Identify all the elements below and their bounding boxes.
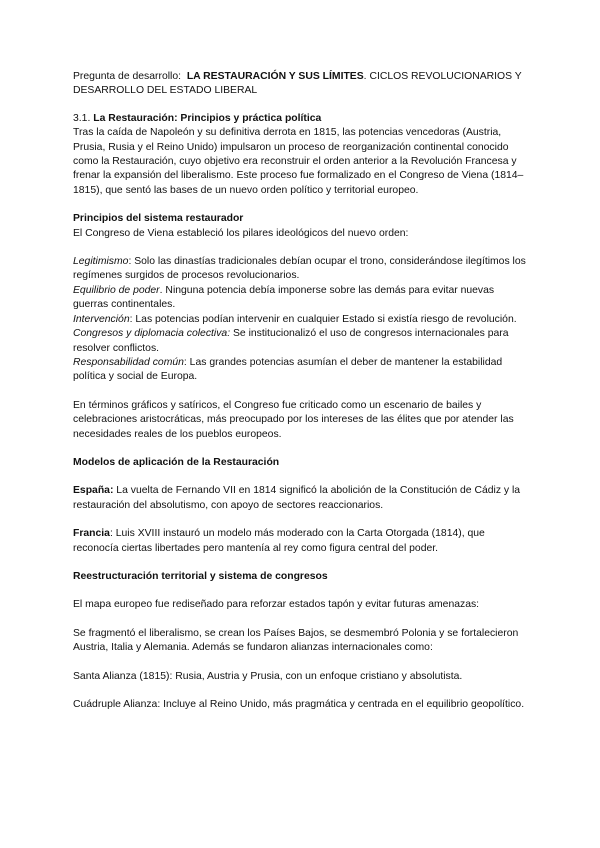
principle-text: Ninguna potencia debía imponerse sobre las demás para evitar nuevas guerras continentales.: [73, 284, 495, 311]
question-prefix: Pregunta de desarrollo:: [73, 71, 182, 82]
restructuring-p2: Se fragmentó el liberalismo, se crean los Países Bajos, se desmembró Polonia y se fortalecieron Austria, Italia y Alemania. Además se fundaron alianzas internacionales como:: [73, 627, 519, 654]
principle-sep: :: [128, 256, 132, 268]
principles-title: Principios del sistema restaurador: [73, 213, 244, 225]
principle-term: Legitimismo: [73, 256, 129, 268]
principle-term: Responsabilidad común: [73, 356, 184, 368]
restructuring-p1: El mapa europeo fue rediseñado para reforzar estados tapón y evitar futuras amenazas:: [73, 599, 480, 611]
principle-text: Se institucionalizó el uso de congresos internacionales para resolver conflictos.: [73, 328, 509, 354]
france-text: : Luis XVIII instauró un modelo más moderado con la Carta Otorgada (1814), que reconocía ciertas libertades pero mantenía al rey como figura central del poder.: [73, 528, 485, 554]
restructuring-heading: [73, 570, 530, 584]
principle-text: Las potencias podían intervenir en cualquier Estado si existía riesgo de revolución.: [132, 313, 517, 325]
principle-text: Las grandes potencias asumían el deber de mantener la estabilidad política y social de Europa.: [73, 356, 503, 383]
principles-closing: En términos gráficos y satíricos, el Congreso fue criticado como un escenario de bailes y celebraciones aristocráticas, más preocupado por los intereses de las élites que por atender las necesidades reales de los pueblos europeos.: [73, 399, 514, 440]
principle-sep: .: [159, 284, 163, 296]
section-number: 3.1.: [73, 112, 91, 124]
models-heading: [73, 456, 530, 470]
question-title-bold: LA RESTAURACIÓN Y SUS LÍMITES: [186, 71, 364, 82]
principle-item: [73, 356, 530, 385]
section-title: La Restauración: Principios y práctica política: [93, 112, 322, 124]
principles-heading: [73, 212, 530, 226]
principle-item: [73, 255, 530, 284]
section-31-heading: [73, 112, 530, 126]
model-france: [73, 527, 530, 556]
principle-sep: :: [129, 313, 133, 325]
principle-item: [73, 313, 530, 327]
restructuring-p4: Cuádruple Alianza: Incluye al Reino Unido, más pragmática y centrada en el equilibrio geopolítico.: [73, 699, 525, 710]
models-title: Modelos de aplicación de la Restauración: [73, 456, 280, 468]
question-heading: [73, 70, 530, 99]
spain-text: La vuelta de Fernando VII en 1814 significó la abolición de la Constitución de Cádiz y la restauración del absolutismo, con apoyo de sectores reaccionarios.: [73, 485, 521, 511]
principle-term: Intervención: [73, 313, 130, 325]
principle-term: Equilibrio de poder: [73, 284, 160, 296]
france-label: Francia: [73, 528, 110, 540]
principle-text: Solo las dinastías tradicionales debían ocupar el trono, considerándose ilegítimos los regímenes surgidos de procesos revolucionarios.: [73, 256, 526, 282]
question-title-rest: . CICLOS REVOLUCIONARIOS Y DESARROLLO DEL ESTADO LIBERAL: [73, 71, 522, 97]
principles-intro: El Congreso de Viena estableció los pilares ideológicos del nuevo orden:: [73, 227, 409, 239]
restructuring-title: Reestructuración territorial y sistema de congresos: [73, 570, 328, 582]
restructuring-p3: Santa Alianza (1815): Rusia, Austria y Prusia, con un enfoque cristiano y absolutista.: [73, 670, 463, 682]
section-31-body: Tras la caída de Napoleón y su definitiva derrota en 1815, las potencias vencedoras (Austria, Prusia, Rusia y el Reino Unido) impulsaron un proceso de reorganización continental conocido como la Restauración, cuyo objetivo era reconstruir el orden anterior a la Revolución Francesa y frenar la expansión del liberalismo. Este proceso fue formalizado en el Congreso de Viena (1814–1815), que sentó las bases de un nuevo orden político y territorial europeo.: [73, 127, 524, 196]
principle-item: [73, 327, 530, 356]
principle-item: [73, 284, 530, 313]
principles-list: [73, 255, 530, 385]
principle-term: Congresos y diplomacia colectiva:: [73, 328, 231, 340]
model-spain: [73, 484, 530, 513]
spain-label: España:: [73, 485, 114, 497]
principle-sep: :: [183, 356, 187, 368]
